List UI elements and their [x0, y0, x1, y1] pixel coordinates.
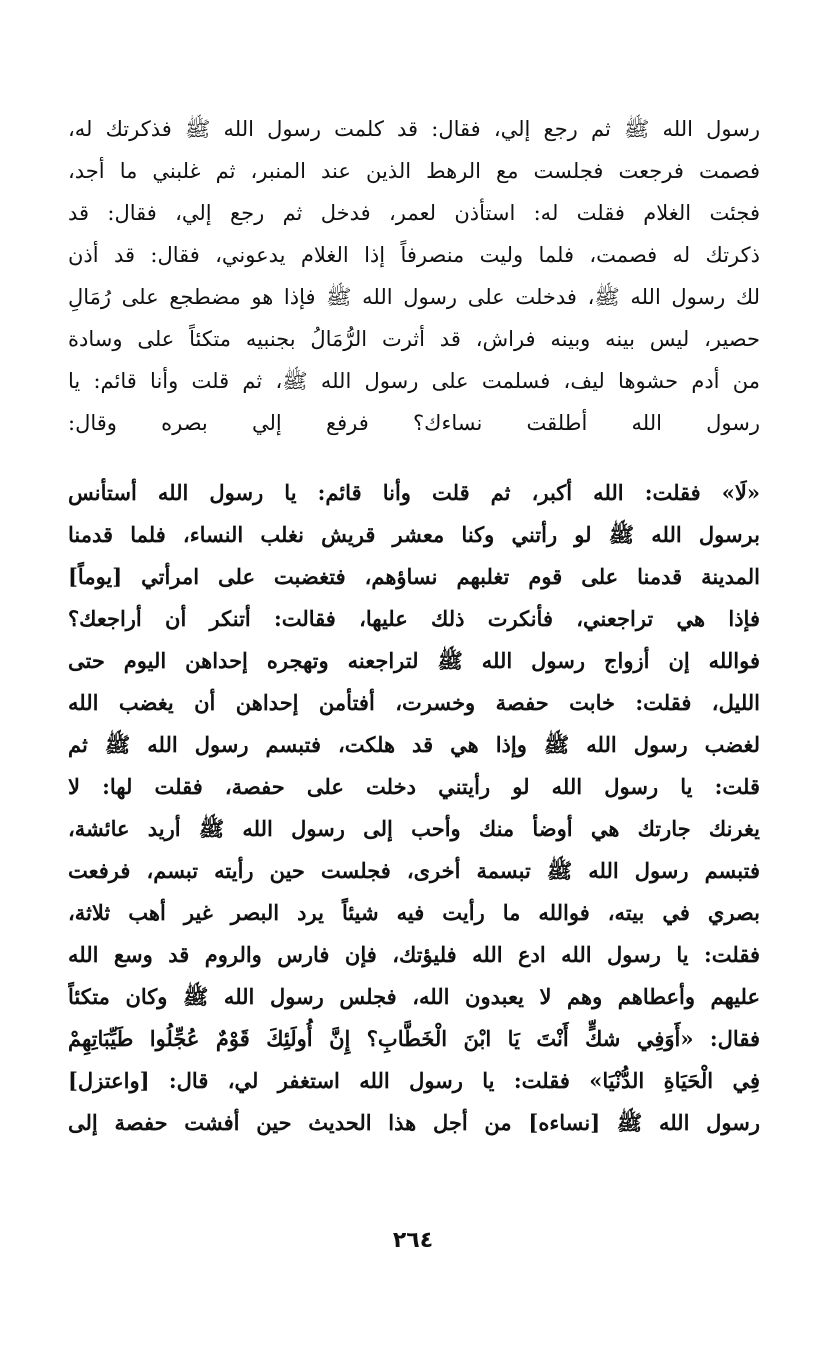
text-line: فقلت: يا رسول الله ادع الله فليؤتك، فإن فارس والروم قد وسع الله: [68, 942, 760, 967]
text-line: رسول الله ﷺ [نساءه] من أجل هذا الحديث حين أفشت حفصة إلى: [68, 1110, 760, 1135]
text-block: [68, 108, 760, 1144]
text-line: بصري في بيته، فوالله ما رأيت فيه شيئاً يرد البصر غير أهب ثلاثة،: [68, 900, 760, 925]
text-line: حصير، ليس بينه وبينه فراش، قد أثرت الرُّمَالُ بجنبيه متكئاً على وسادة: [68, 327, 760, 351]
text-line: رسول الله ﷺ ثم رجع إلي، فقال: قد كلمت رسول الله ﷺ فذكرتك له،: [68, 117, 760, 141]
text-line: فوالله إن أزواج رسول الله ﷺ لتراجعنه وتهجره إحداهن اليوم حتى: [68, 648, 760, 673]
text-line: الليل، فقلت: خابت حفصة وخسرت، أفتأمن إحداهن أن يغضب الله: [68, 690, 760, 715]
text-line: برسول الله ﷺ لو رأتني وكنا معشر قريش نغلب النساء، فلما قدمنا: [68, 522, 760, 547]
text-line: فإذا هي تراجعني، فأنكرت ذلك عليها، فقالت: أتنكر أن أراجعك؟: [68, 606, 760, 631]
page-number: ٢٦٤: [392, 1228, 434, 1253]
text-line: فجئت الغلام فقلت له: استأذن لعمر، فدخل ثم رجع إلي، فقال: قد: [68, 201, 760, 225]
text-line: المدينة قدمنا على قوم تغلبهم نساؤهم، فتغضبت على امرأتي [يوماً]: [68, 564, 760, 589]
text-line: فتبسم رسول الله ﷺ تبسمة أخرى، فجلست حين رأيته تبسم، فرفعت: [68, 858, 760, 883]
text-line: «لَا» فقلت: الله أكبر، ثم قلت وأنا قائم: يا رسول الله أستأنس: [68, 480, 760, 505]
text-line: فصمت فرجعت فجلست مع الرهط الذين عند المنبر، ثم غلبني ما أجد،: [68, 159, 760, 183]
paragraph: [68, 108, 760, 444]
text-line: فقال: «أَوَفِي شكٍّ أَنْتَ يَا ابْنَ الْخَطَّابِ؟ إِنَّ أُولَئِكَ قَوْمٌ عُجِّلُوا طَيِّبَاتِهِمْ: [68, 1026, 760, 1051]
text-line: يغرنك جارتك هي أوضأ منك وأحب إلى رسول الله ﷺ أريد عائشة،: [68, 816, 760, 841]
text-line: رسول الله أطلقت نساءك؟ فرفع إلي بصره وقال:: [68, 411, 760, 435]
text-line: ذكرتك له فصمت، فلما وليت منصرفاً إذا الغلام يدعوني، فقال: قد أذن: [68, 243, 760, 267]
paragraph: [68, 472, 760, 1144]
text-line: لك رسول الله ﷺ، فدخلت على رسول الله ﷺ فإذا هو مضطجع على رُمَالِ: [68, 285, 760, 309]
text-line: عليهم وأعطاهم وهم لا يعبدون الله، فجلس رسول الله ﷺ وكان متكئاً: [68, 984, 760, 1009]
text-line: فِي الْحَيَاةِ الدُّنْيَا» فقلت: يا رسول الله استغفر لي، قال: [واعتزل]: [68, 1068, 760, 1093]
page-body: [68, 108, 760, 1338]
text-line: من أدم حشوها ليف، فسلمت على رسول الله ﷺ، ثم قلت وأنا قائم: يا: [68, 369, 760, 393]
text-line: لغضب رسول الله ﷺ وإذا هي قد هلكت، فتبسم رسول الله ﷺ ثم: [68, 732, 760, 757]
text-line: قلت: يا رسول الله لو رأيتني دخلت على حفصة، فقلت لها: لا: [68, 774, 760, 799]
